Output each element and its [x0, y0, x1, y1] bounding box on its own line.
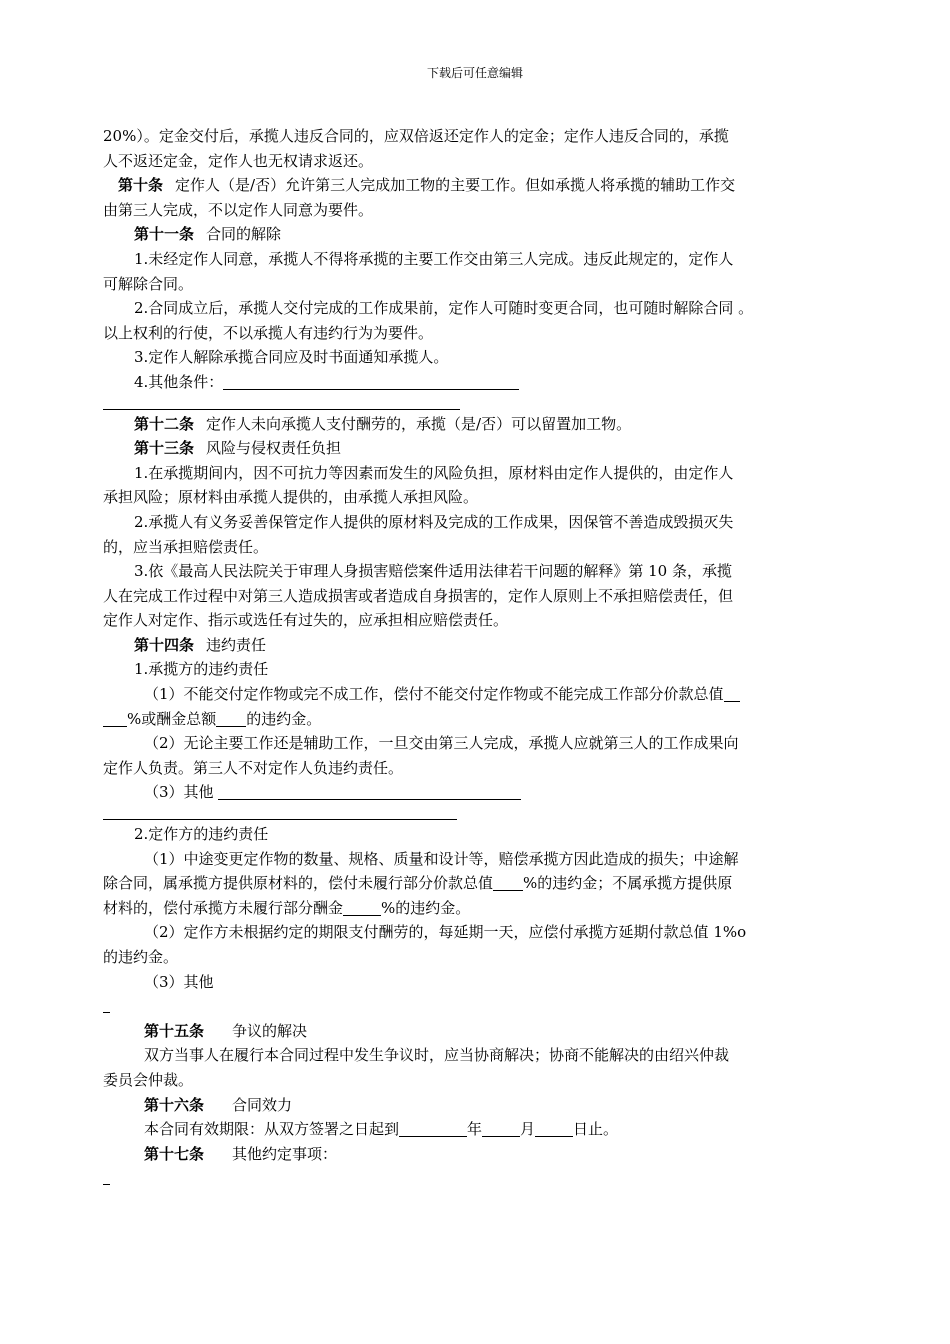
article-11-item-2: [103, 296, 809, 345]
article-14-section-2: 2.定作方的违约责任: [134, 825, 269, 844]
article-heading: 争议的解决: [232, 1021, 308, 1040]
fill-blank: [482, 1120, 520, 1137]
text-line: （2）无论主要工作还是辅助工作，一旦交由第三人完成，承揽人应就第三人的工作成果向: [144, 734, 739, 753]
article-heading: 违约责任: [206, 635, 267, 654]
fill-blank: [223, 373, 519, 390]
text-line: %的违约金。: [381, 898, 471, 917]
text-line: 委员会仲裁。: [103, 1070, 194, 1089]
article-heading: 风险与侵权责任负担: [206, 439, 342, 458]
article-title: 第十一条: [134, 225, 195, 244]
text-line: 本合同有效期限：从双方签署之日起到: [144, 1120, 400, 1139]
article-14-heading: [103, 633, 809, 658]
fill-blank: [103, 710, 127, 727]
article-title: 第十条: [118, 176, 164, 195]
article-13-item-2: [103, 510, 809, 559]
document-body: [103, 124, 809, 1191]
fill-blank: [343, 899, 381, 916]
article-15-text: [103, 1043, 809, 1092]
fill-line: [103, 805, 457, 820]
article-14-s1-item-1: [103, 682, 809, 731]
text-line: 可解除合同。: [103, 274, 194, 293]
article-heading: 其他约定事项：: [232, 1144, 338, 1163]
fill-line: [103, 395, 460, 410]
article-14-s2-item-2: [103, 920, 809, 969]
text-line: %的违约金；不属承揽方提供原: [523, 874, 733, 893]
article-14-s1-item-3: [103, 780, 809, 805]
article-11-heading: [103, 222, 809, 247]
text-line: 年: [467, 1120, 483, 1139]
article-13-item-3: [103, 559, 809, 633]
text-line: 除合同，属承揽方提供原材料的，偿付未履行部分价款总值: [103, 874, 494, 893]
text-line: 由第三人完成，不以定作人同意为要件。: [103, 200, 374, 219]
article-16-text: [103, 1117, 809, 1142]
text-line: 4.其他条件：: [134, 372, 224, 391]
text-line: 1.在承揽期间内，因不可抗力等因素而发生的风险负担，原材料由定作人提供的，由定作人: [134, 463, 734, 482]
article-14-s1-item-2: [103, 731, 809, 780]
text-line: 月: [520, 1120, 536, 1139]
article-11-item-1: [103, 247, 809, 296]
article-title: 第十六条: [144, 1095, 205, 1114]
article-12: [103, 412, 809, 437]
article-10: [103, 173, 809, 222]
article-14-section-1: 1.承揽方的违约责任: [134, 660, 269, 679]
article-15-heading: [103, 1019, 809, 1044]
article-title: 第十五条: [144, 1021, 205, 1040]
text-line: 以上权利的行使，不以承揽人有违约行为为要件。: [103, 323, 434, 342]
article-title: 第十四条: [134, 635, 195, 654]
text-line: 定作人未向承揽人支付酬劳的，承揽（是/否）可以留置加工物。: [206, 414, 632, 433]
text-line: 20%）。定金交付后，承揽人违反合同的，应双倍返还定作人的定金；定作人违反合同的，承揽: [103, 127, 729, 145]
text-line: 的违约金。: [103, 948, 179, 966]
text-line: （1）中途变更定作物的数量、规格、质量和设计等，赔偿承揽方因此造成的损失；中途解: [144, 849, 739, 868]
article-14-s2-item-1: [103, 847, 809, 921]
fill-blank: [218, 783, 521, 800]
text-line: 定作人（是/否）允许第三人完成加工物的主要工作。但如承揽人将承揽的辅助工作交: [175, 176, 736, 195]
text-line: 定作人对定作、指示或选任有过失的，应承担相应赔偿责任。: [103, 611, 509, 630]
article-heading: 合同的解除: [206, 225, 282, 244]
text-line: 3.依《最高人民法院关于审理人身损害赔偿案件适用法律若干问题的解释》第 10 条，承揽: [134, 562, 732, 581]
text-line: 人不返还定金，定作人也无权请求返还。: [103, 151, 374, 170]
text-line: 2.合同成立后，承揽人交付完成的工作成果前，定作人可随时变更合同，也可随时解除合同 。: [134, 299, 754, 318]
text-line: 双方当事人在履行本合同过程中发生争议时，应当协商解决；协商不能解决的由绍兴仲裁: [144, 1046, 730, 1065]
text-line: 2.承揽人有义务妥善保管定作人提供的原材料及完成的工作成果，因保管不善造成毁损灭失: [134, 512, 734, 531]
fill-blank: [399, 1120, 467, 1137]
article-13-heading: [103, 436, 809, 461]
article-13-item-1: [103, 461, 809, 510]
text-line: （3）其他: [144, 783, 214, 802]
article-11-item-3: 3.定作人解除承揽合同应及时书面通知承揽人。: [134, 348, 449, 367]
text-line: 1.未经定作人同意，承揽人不得将承揽的主要工作交由第三人完成。违反此规定的，定作人: [134, 249, 734, 268]
article-17-heading: [103, 1142, 809, 1167]
fill-line: [103, 1166, 809, 1191]
text-line: 承担风险；原材料由承揽人提供的，由承揽人承担风险。: [103, 488, 479, 507]
text-line: （1）不能交付定作物或完不成工作，偿付不能交付定作物或不能完成工作部分价款总值: [144, 685, 724, 704]
article-title: 第十三条: [134, 439, 195, 458]
text-line: 材料的，偿付承揽方未履行部分酬金: [103, 898, 344, 917]
text-line: （2）定作方未根据约定的期限支付酬劳的，每延期一天，应偿付承揽方延期付款总值 1%o: [144, 923, 747, 942]
text-line: 的，应当承担赔偿责任。: [103, 537, 269, 556]
page-header: 下载后可任意编辑: [426, 66, 523, 80]
article-16-heading: [103, 1093, 809, 1118]
article-title: 第十二条: [134, 414, 195, 433]
paragraph-deposit: [103, 124, 809, 173]
article-heading: 合同效力: [232, 1095, 293, 1114]
article-title: 第十七条: [144, 1144, 205, 1163]
text-line: 日止。: [573, 1120, 619, 1139]
text-line: 定作人负责。第三人不对定作人负违约责任。: [103, 758, 404, 777]
article-14-s2-item-3: （3）其他: [144, 972, 214, 991]
fill-line: [103, 994, 809, 1019]
fill-blank: [724, 685, 740, 702]
text-line: 人在完成工作过程中对第三人造成损害或者造成自身损害的，定作人原则上不承担赔偿责任，但: [103, 586, 734, 605]
fill-blank: [535, 1120, 573, 1137]
fill-blank: [493, 874, 523, 891]
text-line: 的违约金。: [246, 709, 322, 728]
fill-blank: [216, 710, 246, 727]
article-11-item-4: [103, 370, 809, 395]
text-line: %或酬金总额: [127, 709, 217, 728]
